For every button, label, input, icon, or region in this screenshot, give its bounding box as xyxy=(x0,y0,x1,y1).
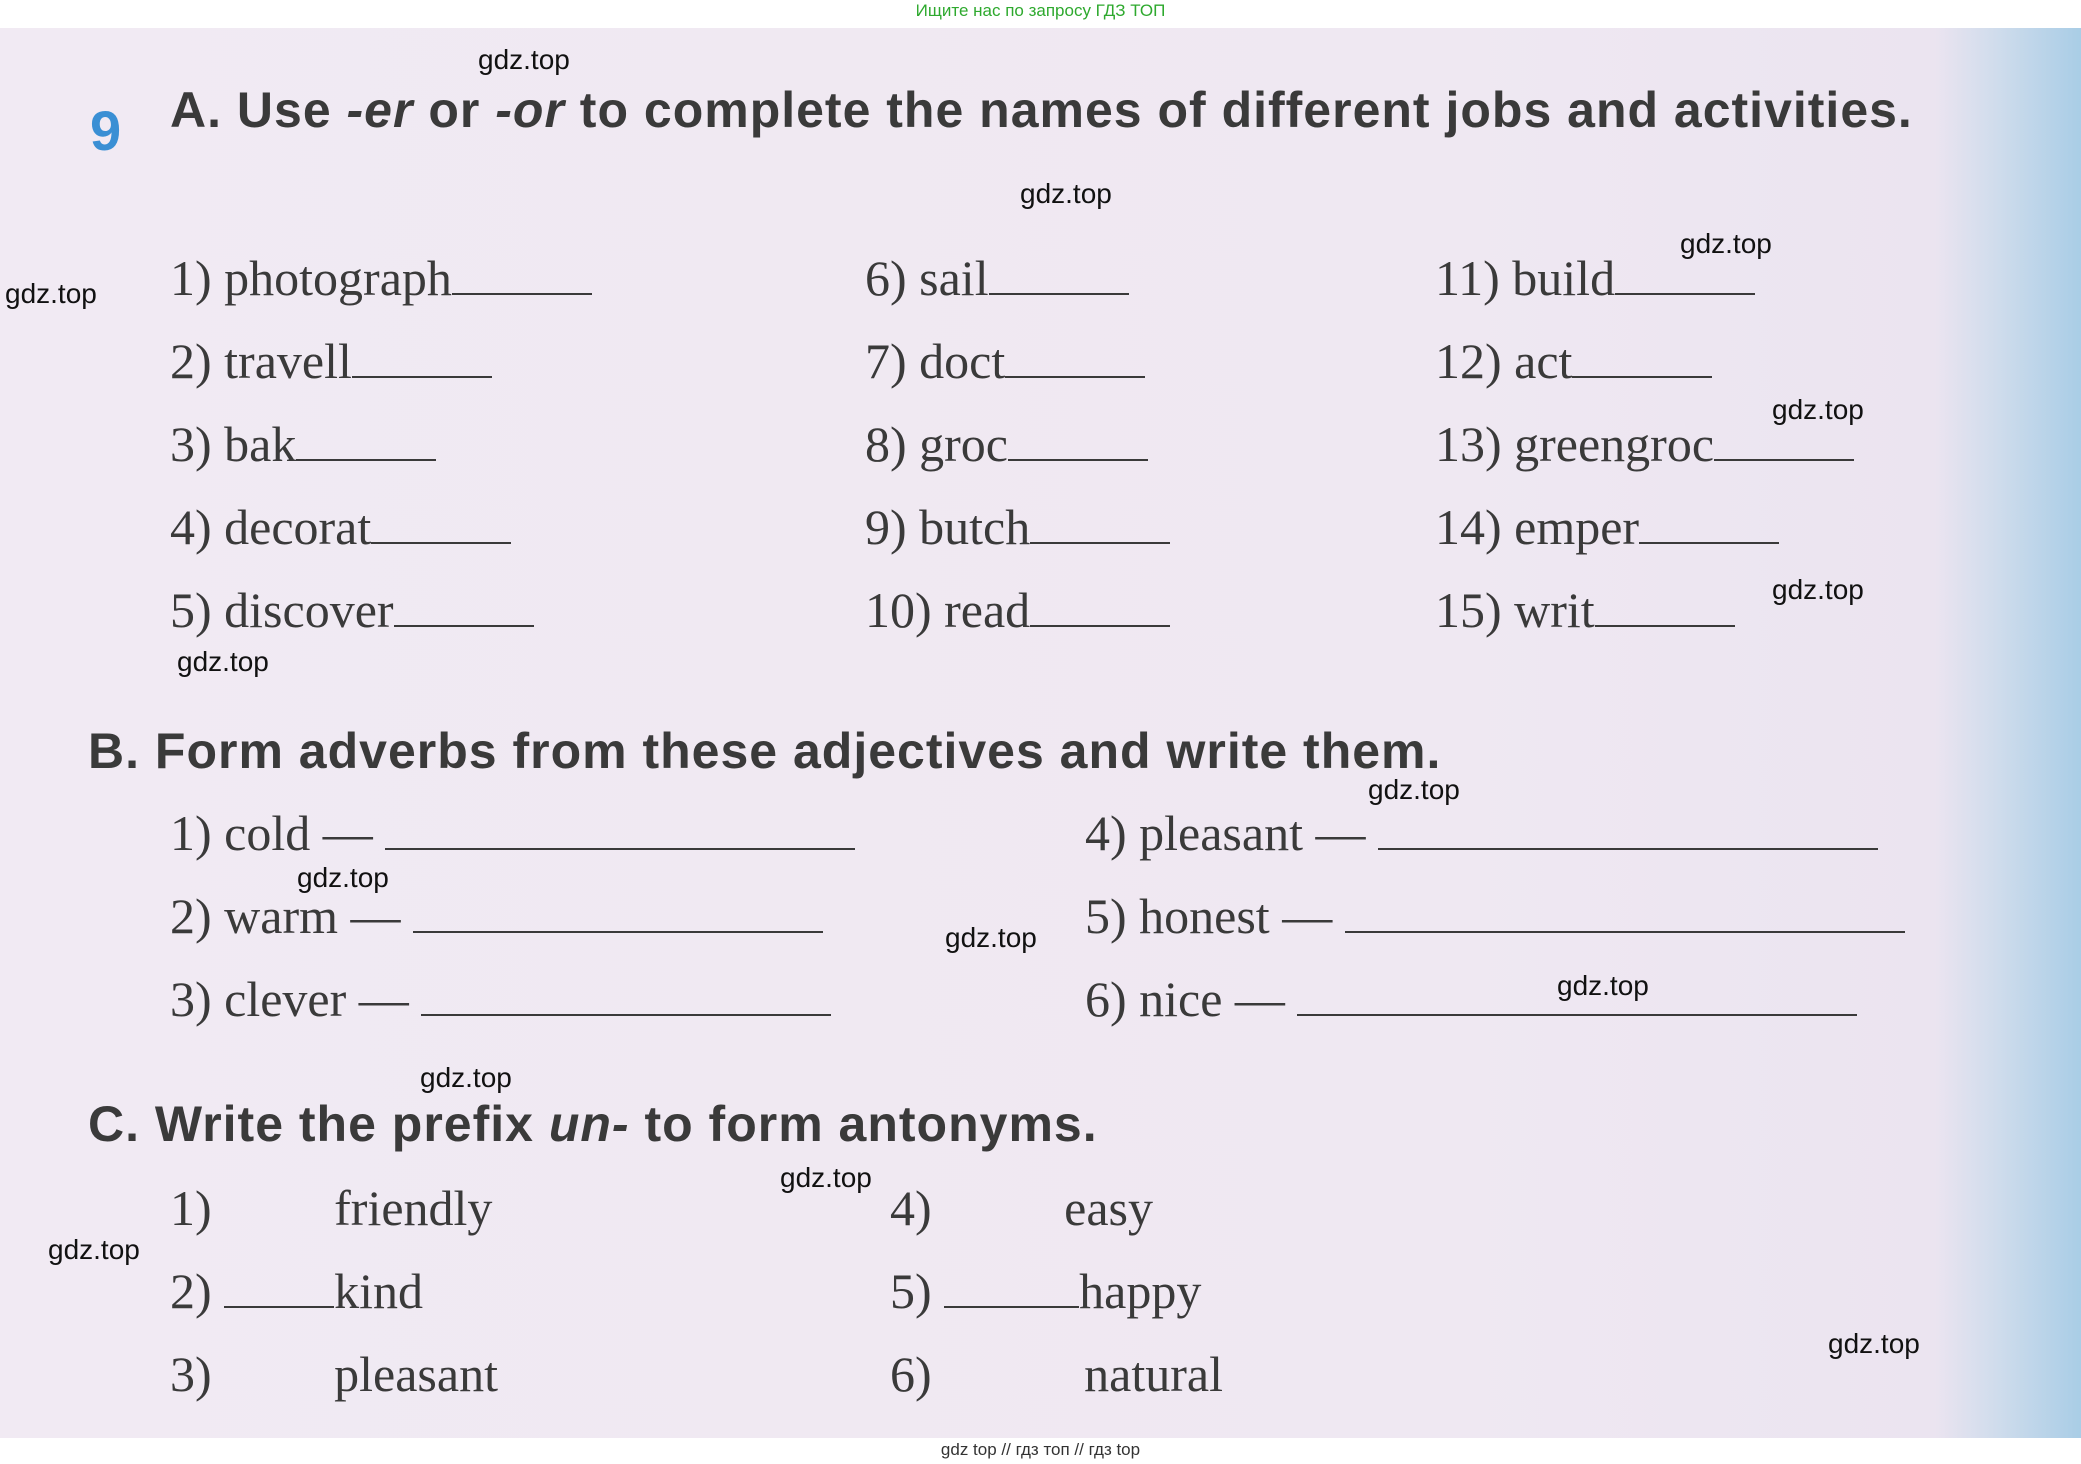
exercise-number: 9 xyxy=(90,99,122,162)
list-item-a10: 10) read xyxy=(865,582,1170,638)
answer-blank[interactable] xyxy=(944,1266,1079,1308)
section-b-letter: B. xyxy=(88,723,140,779)
bottom-banner: gdz top // гдз топ // гдз top xyxy=(940,1440,1141,1459)
watermark: gdz.top xyxy=(1772,394,1864,425)
section-c-title-un: un- xyxy=(548,1096,630,1152)
answer-blank[interactable] xyxy=(1005,336,1145,378)
list-item-c5: 5) happy xyxy=(890,1263,1202,1319)
list-item-a2: 2) travell xyxy=(170,333,492,389)
answer-blank[interactable] xyxy=(224,1183,334,1225)
section-c-heading xyxy=(88,1094,1988,1154)
watermark: gdz.top xyxy=(1680,228,1772,259)
watermark: gdz.top xyxy=(780,1162,872,1193)
answer-blank[interactable] xyxy=(385,808,855,850)
watermark: gdz.top xyxy=(478,44,570,75)
list-item-a5: 5) discover xyxy=(170,582,534,638)
answer-blank[interactable] xyxy=(421,974,831,1016)
section-a-heading xyxy=(170,80,2030,140)
list-item-a11: 11) build xyxy=(1435,250,1755,306)
section-b-heading xyxy=(88,721,1988,781)
section-c-letter: C. xyxy=(88,1096,140,1152)
watermark: gdz.top xyxy=(1020,178,1112,209)
answer-blank[interactable] xyxy=(1008,419,1148,461)
answer-blank[interactable] xyxy=(413,891,823,933)
answer-blank[interactable] xyxy=(1595,585,1735,627)
list-item-a7: 7) doct xyxy=(865,333,1145,389)
answer-blank[interactable] xyxy=(394,585,534,627)
answer-blank[interactable] xyxy=(296,419,436,461)
answer-blank[interactable] xyxy=(224,1266,334,1308)
answer-blank[interactable] xyxy=(1639,502,1779,544)
list-item-a15: 15) writ xyxy=(1435,582,1735,638)
section-a-title-3: to complete the names of different jobs and activities. xyxy=(564,82,1913,138)
list-item-b2: 2) warm — xyxy=(170,888,823,944)
answer-blank[interactable] xyxy=(371,502,511,544)
watermark: gdz.top xyxy=(1557,970,1649,1001)
list-item-b1: 1) cold — xyxy=(170,805,855,861)
watermark: gdz.top xyxy=(945,922,1037,953)
watermark: gdz.top xyxy=(1368,774,1460,805)
top-banner: Ищите нас по запросу ГДЗ ТОП xyxy=(915,1,1166,20)
watermark: gdz.top xyxy=(177,646,269,677)
answer-blank[interactable] xyxy=(944,1183,1064,1225)
list-item-a1: 1) photograph xyxy=(170,250,592,306)
section-b-title: Form adverbs from these adjectives and write them. xyxy=(154,723,1442,779)
answer-blank[interactable] xyxy=(1030,585,1170,627)
list-item-a8: 8) groc xyxy=(865,416,1148,472)
watermark: gdz.top xyxy=(420,1062,512,1093)
answer-blank[interactable] xyxy=(352,336,492,378)
section-a-title-2: or xyxy=(413,82,496,138)
list-item-a4: 4) decorat xyxy=(170,499,511,555)
section-a-letter: A. xyxy=(170,82,222,138)
section-a-title-er: -er xyxy=(346,82,414,138)
answer-blank[interactable] xyxy=(1030,502,1170,544)
list-item-c2: 2) kind xyxy=(170,1263,424,1319)
list-item-c6: 6) natural xyxy=(890,1346,1223,1402)
watermark: gdz.top xyxy=(1828,1328,1920,1359)
list-item-a14: 14) emper xyxy=(1435,499,1779,555)
list-item-a12: 12) act xyxy=(1435,333,1712,389)
list-item-c3: 3) pleasant xyxy=(170,1346,498,1402)
section-c-title-1: Write the prefix xyxy=(154,1096,549,1152)
list-item-c4: 4) easy xyxy=(890,1180,1153,1236)
list-item-b6: 6) nice — xyxy=(1085,971,1857,1027)
list-item-b5: 5) honest — xyxy=(1085,888,1905,944)
answer-blank[interactable] xyxy=(452,253,592,295)
list-item-a6: 6) sail xyxy=(865,250,1129,306)
watermark: gdz.top xyxy=(5,278,97,309)
section-a-title-1: Use xyxy=(236,82,347,138)
list-item-b3: 3) clever — xyxy=(170,971,831,1027)
watermark: gdz.top xyxy=(1772,574,1864,605)
answer-blank[interactable] xyxy=(989,253,1129,295)
answer-blank[interactable] xyxy=(1378,808,1878,850)
answer-blank[interactable] xyxy=(1572,336,1712,378)
list-item-a9: 9) butch xyxy=(865,499,1170,555)
list-item-a13: 13) greengroc xyxy=(1435,416,1854,472)
watermark: gdz.top xyxy=(48,1234,140,1265)
list-item-a3: 3) bak xyxy=(170,416,436,472)
list-item-b4: 4) pleasant — xyxy=(1085,805,1878,861)
answer-blank[interactable] xyxy=(224,1349,334,1391)
section-c-title-2: to form antonyms. xyxy=(629,1096,1098,1152)
answer-blank[interactable] xyxy=(1345,891,1905,933)
list-item-c1: 1) friendly xyxy=(170,1180,493,1236)
answer-blank[interactable] xyxy=(944,1349,1084,1391)
watermark: gdz.top xyxy=(297,862,389,893)
textbook-page xyxy=(0,28,2081,1438)
section-a-title-or: -or xyxy=(495,82,565,138)
